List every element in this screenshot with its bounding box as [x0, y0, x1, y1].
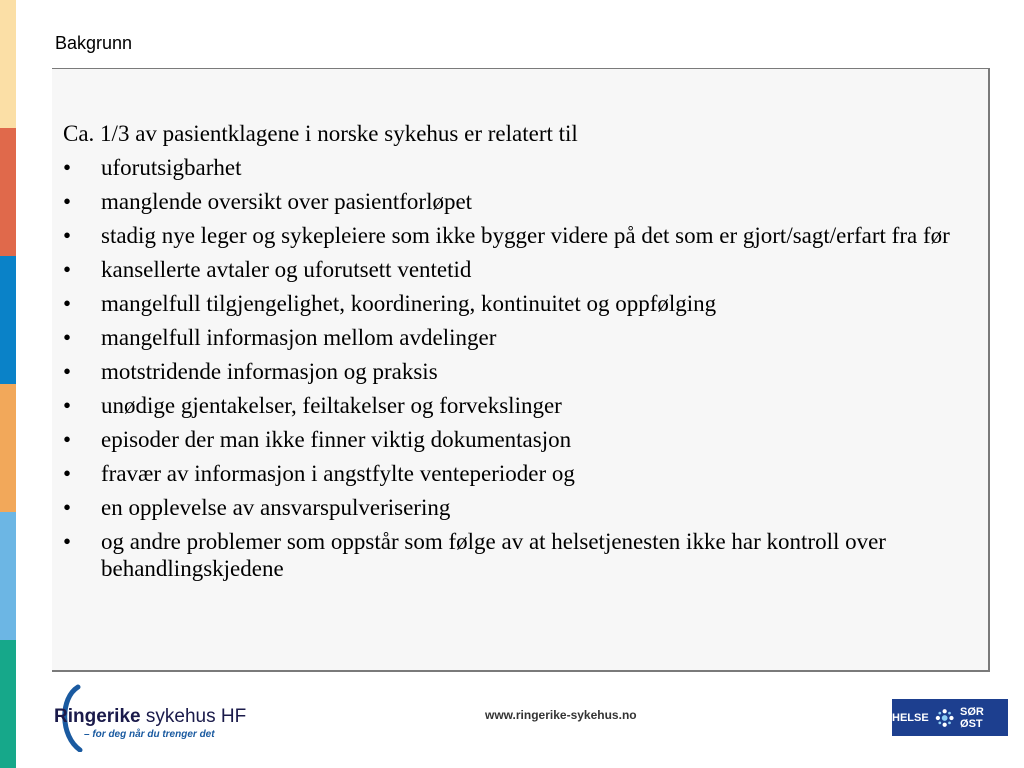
- bullet-item: [63, 494, 963, 521]
- bullet-text: episoder der man ikke finner viktig dokumentasjon: [101, 427, 572, 452]
- stripe-segment: [0, 0, 16, 128]
- bullet-text: unødige gjentakelser, feiltakelser og forvekslinger: [101, 393, 562, 418]
- bullet-dot: •: [63, 427, 72, 452]
- content-text: [63, 120, 963, 589]
- bullet-item: [63, 290, 963, 317]
- bullet-list: [63, 154, 963, 582]
- bullet-dot: •: [63, 291, 72, 316]
- ringerike-logo-name: [54, 706, 246, 728]
- bullet-item: [63, 528, 963, 582]
- helse-sor-ost-logo: [892, 699, 1008, 736]
- bullet-text: kansellerte avtaler og uforutsett ventetid: [101, 257, 472, 282]
- bullet-item: [63, 426, 963, 453]
- bullet-text: mangelfull informasjon mellom avdelinger: [101, 325, 497, 350]
- stripe-segment: [0, 128, 16, 256]
- bullet-text: fravær av informasjon i angstfylte venteperioder og: [101, 461, 575, 486]
- bullet-dot: •: [63, 393, 72, 418]
- bullet-text: uforutsigbarhet: [101, 155, 242, 180]
- helse-dots-icon: [934, 707, 955, 729]
- bullet-dot: •: [63, 529, 72, 554]
- bullet-dot: •: [63, 325, 72, 350]
- ringerike-logo: [54, 684, 247, 754]
- bullet-dot: •: [63, 461, 72, 486]
- stripe-segment: [0, 256, 16, 384]
- bullet-dot: •: [63, 189, 72, 214]
- bullet-dot: •: [63, 155, 72, 180]
- bullet-text: motstridende informasjon og praksis: [101, 359, 438, 384]
- bullet-item: [63, 358, 963, 385]
- bullet-item: [63, 154, 963, 181]
- side-color-stripe: [0, 0, 16, 768]
- helse-logo-right-text: SØR ØST: [960, 705, 984, 730]
- stripe-segment: [0, 512, 16, 640]
- bullet-item: [63, 392, 963, 419]
- stripe-segment: [0, 384, 16, 512]
- bullet-dot: •: [63, 257, 72, 282]
- bullet-item: [63, 324, 963, 351]
- ringerike-logo-name-rest: sykehus HF: [140, 706, 247, 727]
- intro-line: Ca. 1/3 av pasientklagene i norske sykehus er relatert til: [63, 121, 578, 146]
- ringerike-logo-name-bold: Ringerike: [54, 706, 141, 727]
- ringerike-logo-tagline: – for deg når du trenger det: [84, 729, 215, 740]
- bullet-item: [63, 188, 963, 215]
- footer-url: www.ringerike-sykehus.no: [485, 708, 637, 722]
- bullet-text: mangelfull tilgjengelighet, koordinering, kontinuitet og oppfølging: [101, 291, 717, 316]
- bullet-item: [63, 222, 963, 249]
- bullet-dot: •: [63, 359, 72, 384]
- bullet-dot: •: [63, 495, 72, 520]
- bullet-item: [63, 256, 963, 283]
- bullet-dot: •: [63, 223, 72, 248]
- slide-title: Bakgrunn: [55, 33, 133, 53]
- helse-logo-left-text: HELSE: [892, 711, 929, 724]
- bullet-text: en opplevelse av ansvarspulverisering: [101, 495, 451, 520]
- bullet-text: manglende oversikt over pasientforløpet: [101, 189, 473, 214]
- stripe-segment: [0, 640, 16, 768]
- bullet-text: stadig nye leger og sykepleiere som ikke bygger videre på det som er gjort/sagt/erfart fra før: [101, 223, 950, 248]
- bullet-item: [63, 460, 963, 487]
- bullet-text: og andre problemer som oppstår som følge av at helsetjenesten ikke har kontroll over behandlingskjedene: [101, 529, 886, 581]
